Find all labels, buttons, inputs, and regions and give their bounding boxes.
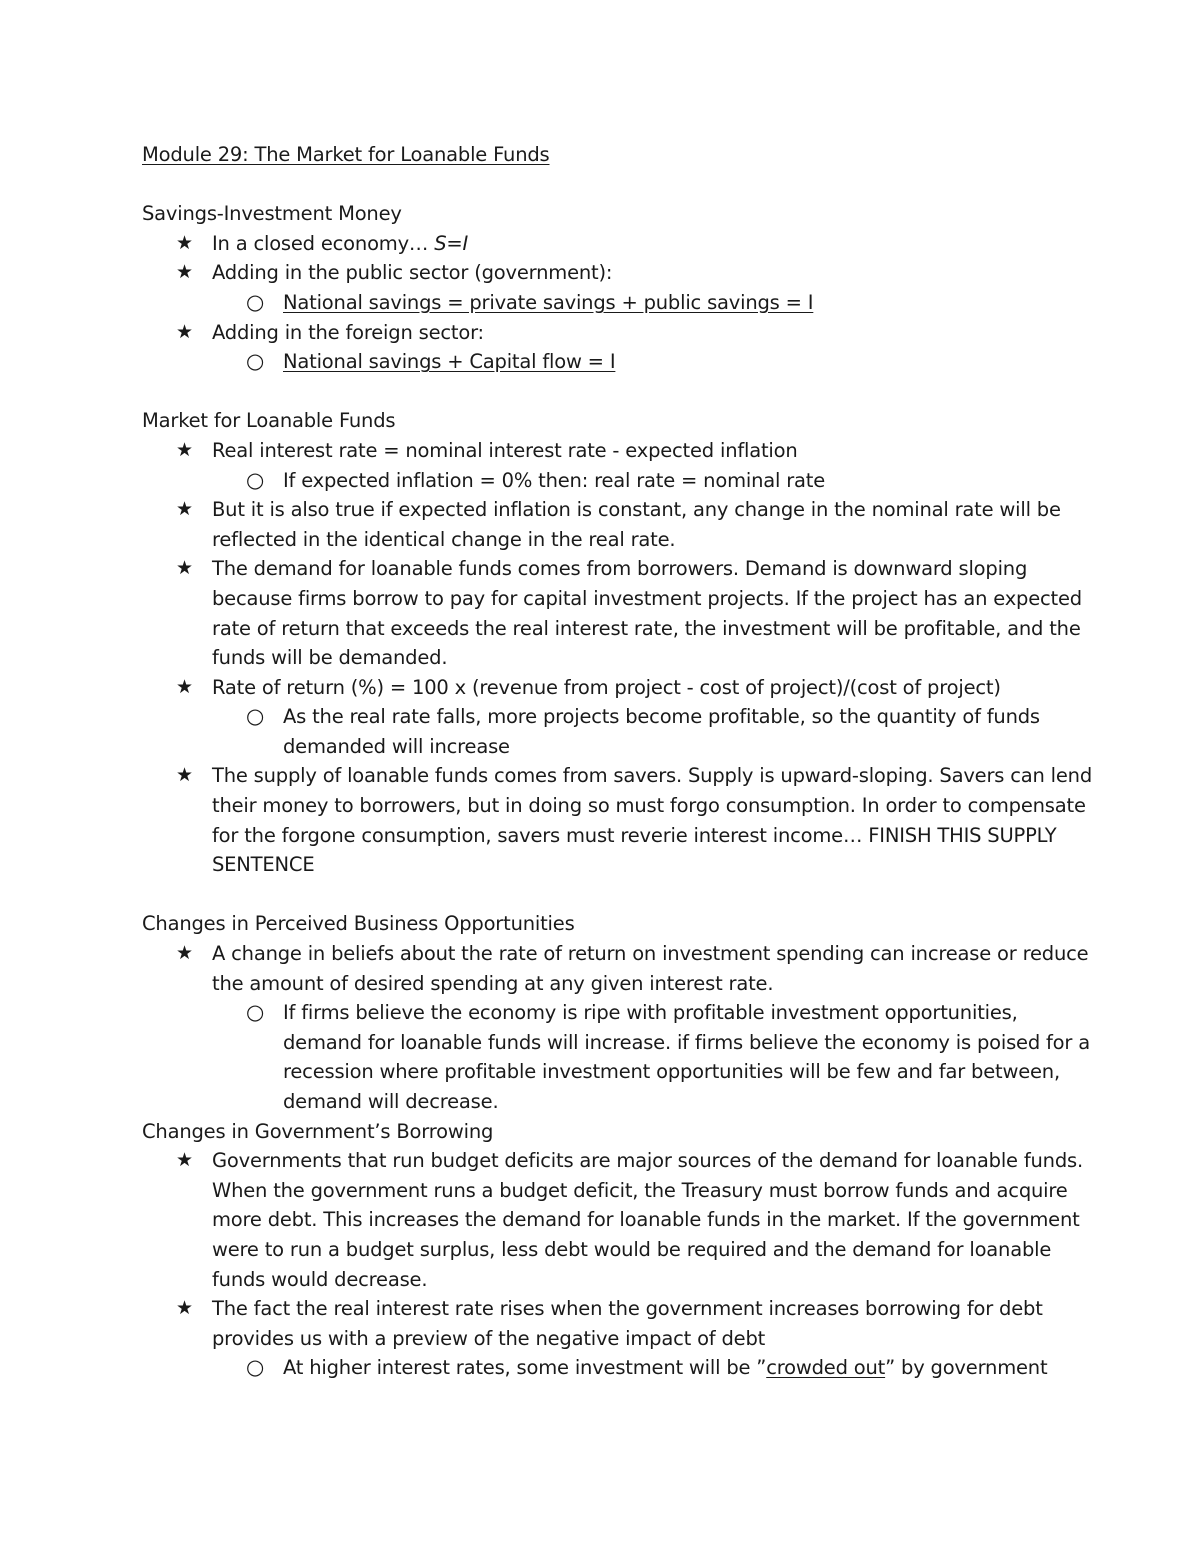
- section-heading-government: Changes in Government’s Borrowing: [142, 1119, 494, 1143]
- circle-bullet-icon: ○: [246, 704, 265, 729]
- sub-bullet-item: ○ If firms believe the economy is ripe with profitable investment opportunities, demand for loanable funds will increase. if firms believe the economy is poised for a recession where profitable investment opportunities will be few and far between, demand will decrease.: [246, 1000, 1090, 1113]
- bullet-item: ★ The demand for loanable funds comes from borrowers. Demand is downward sloping because firms borrow to pay for capital investment projects. If the project has an expected rate of return that exceeds the real interest rate, the investment will be profitable, and the funds will be demanded.: [142, 554, 1062, 672]
- star-bullet-icon: ★: [176, 320, 193, 343]
- circle-bullet-icon: ○: [246, 289, 265, 314]
- bullet-item: ★ The fact the real interest rate rises when the government increases borrowing for debt provides us with a preview of the negative impact of debt: [142, 1294, 1062, 1353]
- bullet-item: ★ A change in beliefs about the rate of return on investment spending can increase or reduce the amount of desired spending at any given interest rate.: [142, 939, 1062, 998]
- star-bullet-icon: ★: [176, 557, 193, 580]
- section-heading-market: Market for Loanable Funds: [142, 409, 396, 433]
- bullet-item: ★ Real interest rate = nominal interest rate - expected inflation: [142, 436, 1062, 466]
- circle-bullet-icon: ○: [246, 467, 265, 492]
- star-bullet-icon: ★: [176, 261, 193, 284]
- star-bullet-icon: ★: [176, 1297, 193, 1320]
- bullet-item: ★ Governments that run budget deficits are major sources of the demand for loanable funds. When the government runs a budget deficit, the Treasury must borrow funds and acquire more debt. This increases the demand for loanable funds in the market. If the government were to run a budget surplus, less debt would be required and the demand for loanable funds would decrease.: [142, 1146, 1062, 1294]
- star-bullet-icon: ★: [176, 231, 193, 254]
- star-bullet-icon: ★: [176, 675, 193, 698]
- section-heading-savings: Savings-Investment Money: [142, 202, 402, 226]
- bullet-item: ★ The supply of loanable funds comes from savers. Supply is upward-sloping. Savers can lend their money to borrowers, but in doing so must forgo consumption. In order to compensate for the forgone consumption, savers must reverie interest income… FINISH THIS SUPPLY SENTENCE: [142, 761, 1062, 879]
- star-bullet-icon: ★: [176, 498, 193, 521]
- circle-bullet-icon: ○: [246, 1000, 265, 1025]
- bullet-item: ★ In a closed economy… S=I: [142, 229, 1062, 259]
- star-bullet-icon: ★: [176, 942, 193, 965]
- document-title: Module 29: The Market for Loanable Funds: [142, 143, 550, 166]
- document-body: [142, 140, 1093, 1383]
- circle-bullet-icon: ○: [246, 1355, 265, 1380]
- sub-bullet-item: ○ If expected inflation = 0% then: real rate = nominal rate: [142, 466, 1062, 496]
- sub-bullet-item: ○ National savings = private savings + public savings = I: [142, 288, 1062, 318]
- crowded-out-term: crowded out: [766, 1356, 886, 1380]
- star-bullet-icon: ★: [176, 1149, 193, 1172]
- sub-bullet-item: ○ As the real rate falls, more projects become profitable, so the quantity of funds demanded will increase: [246, 704, 1040, 758]
- bullet-item: ★ Adding in the public sector (government):: [142, 258, 1062, 288]
- bullet-item: ★ Adding in the foreign sector:: [142, 318, 1062, 348]
- sub-bullet-item: ○ National savings + Capital flow = I: [142, 347, 1062, 377]
- sub-bullet-item: ○ At higher interest rates, some investment will be ”crowded out” by government: [142, 1353, 1062, 1383]
- section-heading-business: Changes in Perceived Business Opportunities: [142, 912, 575, 936]
- circle-bullet-icon: ○: [246, 349, 265, 374]
- star-bullet-icon: ★: [176, 764, 193, 787]
- bullet-item: ★ But it is also true if expected inflation is constant, any change in the nominal rate will be reflected in the identical change in the real rate.: [142, 495, 1062, 554]
- bullet-item: ★ Rate of return (%) = 100 x (revenue from project - cost of project)/(cost of project): [142, 673, 1062, 703]
- star-bullet-icon: ★: [176, 438, 193, 461]
